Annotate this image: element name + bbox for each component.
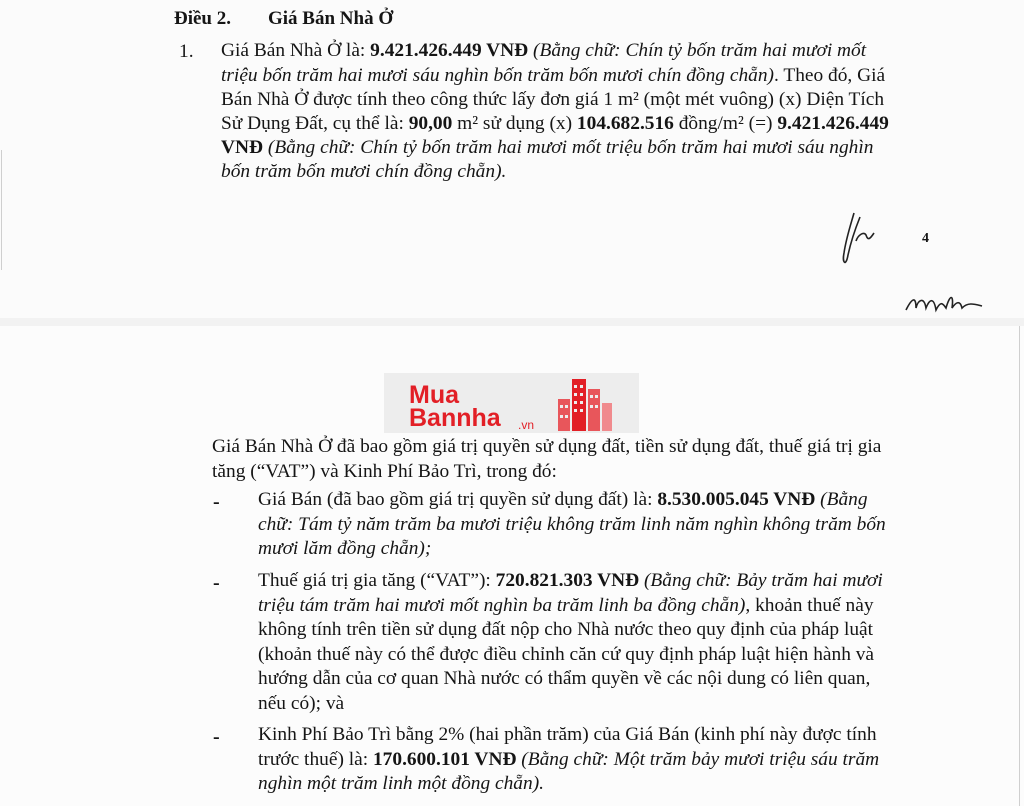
text-segment: triệu bốn trăm hai mươi sáu nghìn bốn trăm bốn mươi chín đồng chẵn) [221,65,774,86]
text-segment: 90,00 [408,113,453,134]
text-segment: không tính trên tiền sử dụng đất nộp cho Nhà nước theo quy định của pháp luật [258,619,874,640]
article-line [221,160,506,184]
text-segment: (Bằng chữ: Chín tỷ bốn trăm hai mươi mốt triệu bốn trăm hai mươi sáu nghìn [267,137,874,158]
signature-mark-1 [826,205,896,275]
text-segment: 170.600.101 VNĐ [372,749,522,770]
text-segment: 720.821.303 VNĐ [495,570,644,591]
logo-text-mua: Mua [409,381,459,409]
bullet-line [258,594,874,618]
text-segment: đồng/m² (=) [673,113,778,134]
text-segment: (Bằng [820,489,868,510]
text-segment: (khoản thuế này có thể được điều chỉnh căn cứ quy định pháp luật hiện hành và [258,644,875,665]
bullet-line [258,692,344,716]
bullet-line [258,748,879,772]
text-segment: m² sử dụng (x) [452,113,577,134]
text-segment: Giá Bán (đã bao gồm giá trị quyền sử dụng đất) là: [258,489,658,510]
text-segment: nếu có); và [258,693,345,714]
text-segment: Thuế giá trị gia tăng (“VAT”): [258,570,496,591]
text-segment: Sử Dụng Đất, cụ thể là: [221,113,409,134]
bullet-line [258,513,886,537]
article-line [221,88,884,112]
text-segment: Giá Bán Nhà Ở là: [221,40,371,61]
text-segment: Kinh Phí Bảo Trì bằng 2% (hai phần trăm) của Giá Bán (kinh phí này được tính [258,724,877,745]
text-segment: hướng dẫn của cơ quan Nhà nước có thẩm quyền về các nội dung có liên quan, [258,668,871,689]
text-segment: triệu tám trăm hai mươi mốt nghìn ba trăm linh ba đồng chẵn) [258,595,746,616]
document-page-top [0,0,1024,318]
article-line [221,64,885,88]
logo-text-vn: .vn [518,418,535,432]
text-segment: Bán Nhà Ở được tính theo công thức lấy đơn giá 1 m² (một mét vuông) (x) Diện Tích [221,89,885,110]
scan-edge-right [1019,326,1020,806]
bullet-line [258,772,544,796]
text-segment: 9.421.426.449 [777,113,889,134]
article-title: Giá Bán Nhà Ở [268,8,394,29]
scan-edge [1,150,2,270]
text-segment: (Bằng chữ: Bảy trăm hai mươi [643,570,883,591]
bullet-line [258,723,877,747]
bullet-line [258,643,874,667]
watermark-logo [384,373,639,433]
text-segment: trước thuế) là: [258,749,373,770]
text-segment: (Bằng chữ: Một trăm bảy mươi triệu sáu trăm [521,749,880,770]
page-number: 4 [922,231,929,246]
article-line [221,136,873,160]
intro-line: Giá Bán Nhà Ở đã bao gồm giá trị quyền sử dụng đất, tiền sử dụng đất, thuế giá trị gia [212,436,882,457]
bullet-marker: - [213,726,220,748]
text-segment: nghìn một trăm linh một đồng chẵn). [258,773,545,794]
article-line [221,39,866,63]
text-segment: , khoản thuế này [745,595,874,616]
text-segment: 9.421.426.449 VNĐ [370,40,534,61]
logo-text-bannha: Bannha [409,404,501,432]
bullet-line [258,569,883,593]
article-line [221,112,889,136]
bullet-marker: - [213,572,220,594]
signature-mark-2 [902,288,992,318]
text-segment: chữ: Tám tỷ năm trăm ba mươi triệu không trăm linh năm nghìn không trăm bốn [258,514,886,535]
text-segment: . Theo đó, Giá [774,65,886,86]
intro-line: tăng (“VAT”) và Kinh Phí Bảo Trì, trong đó: [212,461,557,482]
bullet-line [258,667,870,691]
bullet-line [258,488,868,512]
text-segment: mươi lăm đồng chẵn); [258,538,432,559]
building-icon [552,375,614,433]
article-number: Điều 2. [174,8,231,29]
text-segment: 104.682.516 [576,113,674,134]
text-segment: VNĐ [221,137,268,158]
text-segment: bốn trăm bốn mươi chín đồng chẵn). [221,161,507,182]
bullet-line [258,537,431,561]
item-number: 1. [179,41,194,62]
text-segment: 8.530.005.045 VNĐ [657,489,821,510]
bullet-marker: - [213,491,220,513]
bullet-line [258,618,873,642]
text-segment: (Bằng chữ: Chín tỷ bốn trăm hai mươi mốt [533,40,867,61]
